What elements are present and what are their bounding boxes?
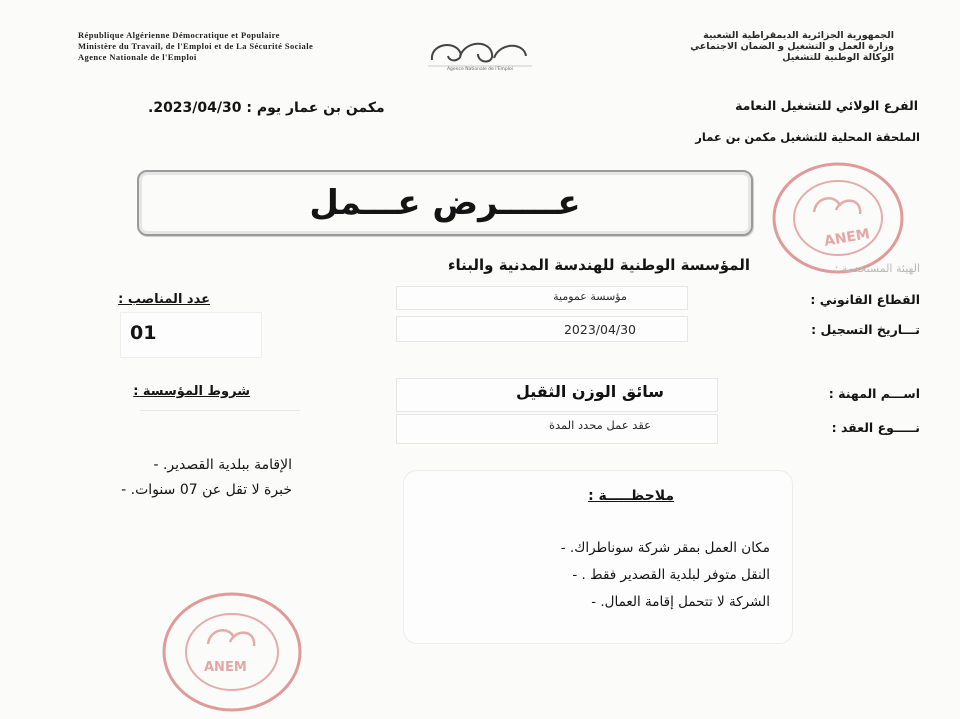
header-french [78, 30, 313, 63]
stamp-top-text: ANEM [822, 226, 872, 250]
stamp-bottom-text: ANEM [204, 660, 247, 675]
header-fr-line-2: Ministère du Travail, de l'Emploi et de La Sécurité Sociale [78, 41, 314, 51]
employer-name: المؤسسة الوطنية للهندسة المدنية والبناء [447, 256, 750, 274]
note-item-2-text: النقل متوفر لبلدية القصدير فقط . [581, 567, 770, 583]
logo-caption: Agence Nationale de l'Emploi [446, 67, 514, 72]
legal-sector-label: القطاع القانوني : [810, 292, 920, 307]
registration-date-label: تـــاريخ التسجيل : [811, 322, 920, 337]
header-arabic [690, 30, 894, 63]
note-item-1: مكان العمل بمقر شركة سوناطراك. - [560, 540, 770, 556]
stamp-bottom [160, 590, 310, 719]
condition-item-1: الإقامة ببلدية القصدير. - [153, 457, 292, 473]
positions-value: 01 [130, 322, 157, 344]
profession-label: اســـم المهنة : [828, 386, 920, 401]
job-offer-title: عـــــرض عـــمل [137, 170, 753, 236]
condition-item-1-text: الإقامة ببلدية القصدير. [162, 457, 292, 473]
place-date: مكمن بن عمار يوم : 2023/04/30. [148, 100, 385, 116]
condition-item-2: خبرة لا تقل عن 07 سنوات. - [121, 482, 292, 498]
note-item-2: النقل متوفر لبلدية القصدير فقط . - [572, 567, 770, 583]
notes-label: ملاحظـــــة : [588, 488, 674, 504]
branch-name: الفرع الولائي للتشغيل النعامة [735, 98, 918, 113]
stamp-bottom-icon [160, 590, 310, 715]
header-fr-line-3: Agence Nationale de l'Emploi [78, 52, 197, 62]
positions-label: عدد المناصب : [118, 292, 210, 307]
note-item-1-text: مكان العمل بمقر شركة سوناطراك. [569, 540, 770, 556]
legal-sector-value: مؤسسة عمومية [553, 290, 627, 303]
contract-type-value: عقد عمل محدد المدة [548, 418, 652, 432]
profession-value: سائق الوزن الثقيل [515, 382, 665, 401]
note-item-3-text: الشركة لا تتحمل إقامة العمال. [600, 594, 770, 610]
anem-logo [420, 30, 540, 76]
contract-type-label: نـــــوع العقد : [831, 420, 920, 435]
registration-date-value: 2023/04/30 [563, 322, 637, 337]
condition-item-2-text: خبرة لا تقل عن 07 سنوات. [130, 482, 292, 498]
conditions-divider [140, 410, 300, 411]
employer-label: الهيئة المستخدمة : [834, 262, 920, 275]
sub-branch-name: الملحقة المحلية للتشغيل مكمن بن عمار [695, 130, 920, 144]
conditions-label: شروط المؤسسة : [133, 384, 250, 399]
header-ar-line-2: وزارة العمل و التشغيل و الضمان الاجتماعي [690, 41, 894, 52]
header-ar-line-3: الوكالة الوطنية للتشغيل [782, 52, 894, 63]
header-ar-line-1: الجمهورية الجزائرية الديمقراطية الشعبية [703, 30, 894, 41]
note-item-3: الشركة لا تتحمل إقامة العمال. - [591, 594, 770, 610]
header-fr-line-1: République Algérienne Démocratique et Populaire [78, 30, 280, 40]
